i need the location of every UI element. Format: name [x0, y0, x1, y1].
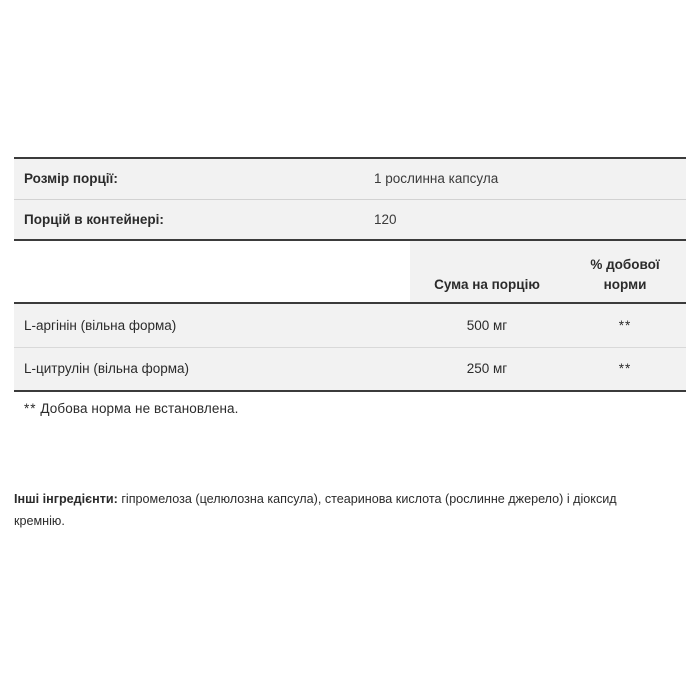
column-header-name	[14, 241, 410, 303]
servings-per-container-label: Порцій в контейнері:	[14, 199, 364, 240]
footnote-marker: **	[24, 401, 37, 417]
nutrient-amount: 250 мг	[410, 347, 564, 391]
nutrient-amount: 500 мг	[410, 303, 564, 347]
serving-info-table	[14, 157, 686, 241]
other-ingredients-label: Інші інгредієнти:	[14, 492, 118, 506]
footnote-text: Добова норма не встановлена.	[40, 401, 239, 417]
footnote-cell	[14, 391, 686, 416]
table-row	[14, 303, 686, 347]
nutrients-header-row	[14, 241, 686, 303]
table-row	[14, 158, 686, 199]
nutrient-name: L-цитрулін (вільна форма)	[14, 347, 410, 391]
other-ingredients-text: гіпромелоза (целюлозна капсула), стеаринова кислота (рослинне джерело) і діоксид кремнію.	[14, 492, 617, 528]
serving-size-label: Розмір порції:	[14, 158, 364, 199]
table-row	[14, 347, 686, 391]
nutrient-daily-value: **	[564, 303, 686, 347]
supplement-facts-panel	[14, 157, 686, 416]
nutrient-daily-value: **	[564, 347, 686, 391]
nutrient-name: L-аргінін (вільна форма)	[14, 303, 410, 347]
column-header-daily-value: % добової норми	[564, 241, 686, 303]
table-row	[14, 199, 686, 240]
column-header-amount-per-serving: Сума на порцію	[410, 241, 564, 303]
nutrients-table	[14, 241, 686, 416]
servings-per-container-value: 120	[364, 199, 686, 240]
footnote-row	[14, 391, 686, 416]
serving-size-value: 1 рослинна капсула	[364, 158, 686, 199]
other-ingredients	[14, 489, 654, 532]
